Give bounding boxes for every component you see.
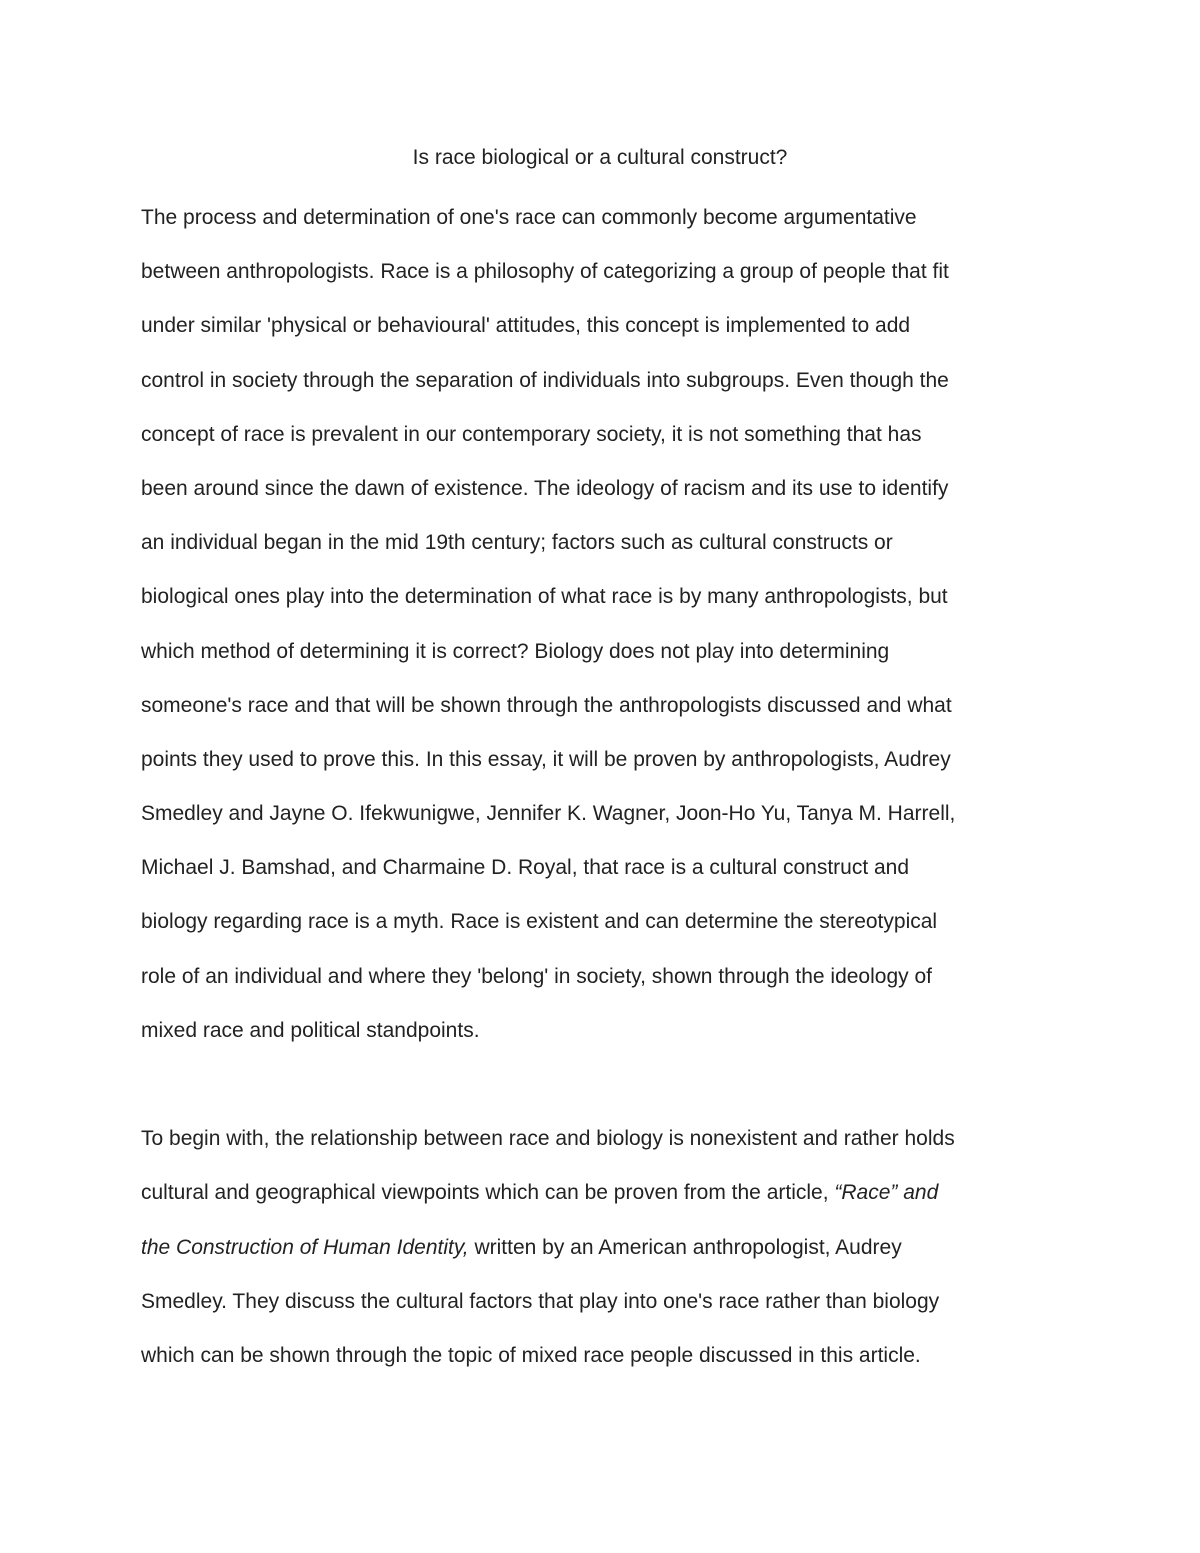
article-title-italic: the Construction of Human Identity, bbox=[141, 1235, 469, 1259]
paragraph-2-line bbox=[141, 1178, 1081, 1232]
paragraph-1-line: been around since the dawn of existence. The ideology of racism and its use to identify bbox=[141, 476, 949, 500]
paragraph-1-line: role of an individual and where they 'belong' in society, shown through the ideology of bbox=[141, 964, 932, 988]
paragraph-1-line: control in society through the separation of individuals into subgroups. Even though the bbox=[141, 368, 949, 392]
paragraph-1-line: Smedley and Jayne O. Ifekwunigwe, Jennifer K. Wagner, Joon-Ho Yu, Tanya M. Harrell, bbox=[141, 802, 956, 826]
paragraph-1-line: concept of race is prevalent in our contemporary society, it is not something that has bbox=[141, 422, 922, 446]
paragraph-spacer bbox=[141, 1070, 1081, 1124]
paragraph-1-line: biology regarding race is a myth. Race is existent and can determine the stereotypical bbox=[141, 910, 938, 934]
paragraph-2-text: cultural and geographical viewpoints which can be proven from the article, bbox=[141, 1181, 835, 1205]
paragraph-1-line: biological ones play into the determination of what race is by many anthropologists, but bbox=[141, 585, 948, 609]
paragraph-1-line: which method of determining it is correct? Biology does not play into determining bbox=[141, 639, 890, 663]
paragraph-1-line: mixed race and political standpoints. bbox=[141, 1018, 480, 1042]
paragraph-1-line: an individual began in the mid 19th century; factors such as cultural constructs or bbox=[141, 531, 893, 555]
paragraph-1-line: between anthropologists. Race is a philosophy of categorizing a group of people that fit bbox=[141, 260, 949, 284]
paragraph-1-line: Michael J. Bamshad, and Charmaine D. Royal, that race is a cultural construct and bbox=[141, 856, 910, 880]
paragraph-2-text: written by an American anthropologist, Audrey bbox=[468, 1235, 902, 1259]
paragraph-1-line: someone's race and that will be shown through the anthropologists discussed and what bbox=[141, 693, 952, 717]
paragraph-2-line: To begin with, the relationship between race and biology is nonexistent and rather holds bbox=[141, 1127, 955, 1151]
paragraph-1-line: The process and determination of one's race can commonly become argumentative bbox=[141, 206, 917, 229]
essay-body bbox=[141, 203, 1081, 1395]
paragraph-2-line bbox=[141, 1233, 1081, 1287]
paragraph-1-line: under similar 'physical or behavioural' attitudes, this concept is implemented to add bbox=[141, 314, 911, 338]
paragraph-2-line: Smedley. They discuss the cultural factors that play into one's race rather than biology bbox=[141, 1289, 940, 1313]
document-title: Is race biological or a cultural construct? bbox=[412, 146, 788, 169]
paragraph-2-line: which can be shown through the topic of mixed race people discussed in this article. bbox=[141, 1343, 921, 1367]
article-title-italic: “Race” and bbox=[834, 1181, 939, 1205]
paragraph-1-line: points they used to prove this. In this essay, it will be proven by anthropologists, Audrey bbox=[141, 747, 951, 771]
